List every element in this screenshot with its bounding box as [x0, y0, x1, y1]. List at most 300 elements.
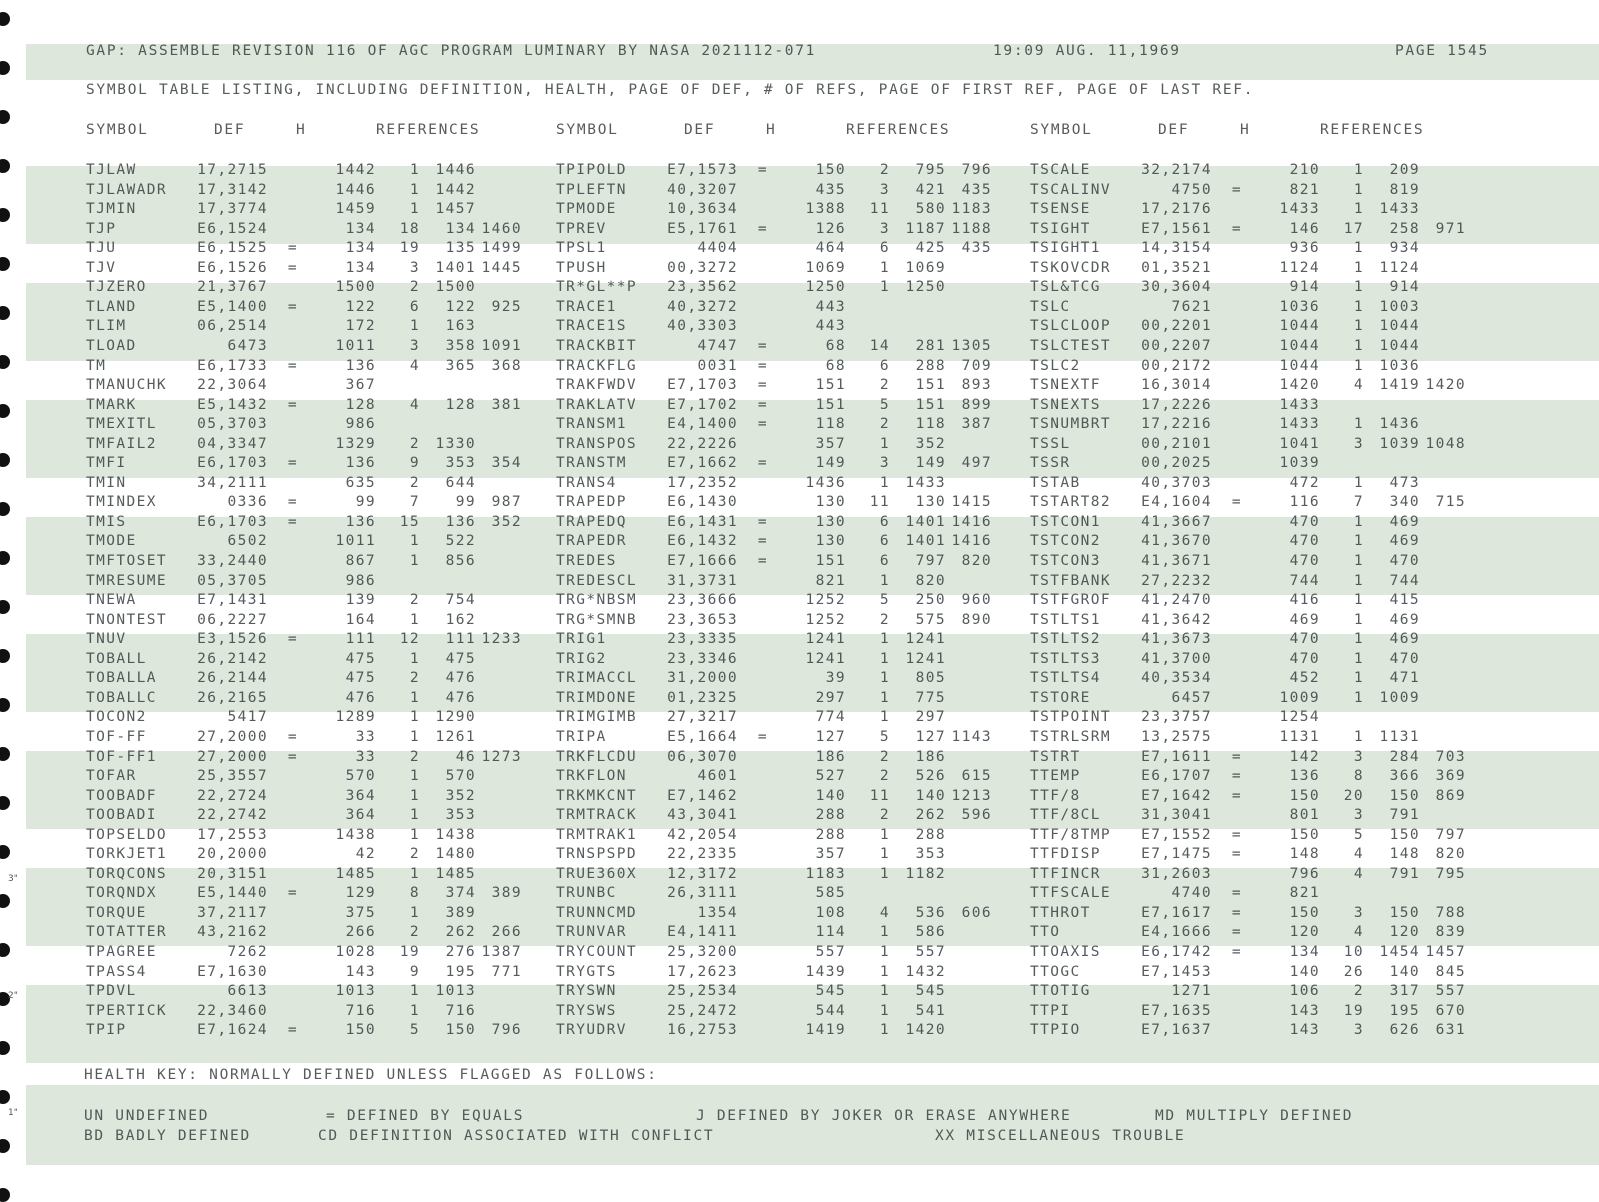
cell-count: 1 [879, 572, 890, 589]
cell-last: 389 [491, 885, 522, 902]
cell-first: 140 [915, 787, 946, 804]
cell-def: E4,1666 [1141, 924, 1212, 941]
cell-count: 1 [879, 709, 890, 726]
cell-def: 22,2226 [667, 435, 738, 452]
cell-page: 1252 [805, 592, 846, 609]
health-key-joker: J DEFINED BY JOKER OR ERASE ANYWHERE [696, 1108, 1072, 1124]
cell-last: 899 [961, 396, 992, 413]
cell-page: 1241 [805, 650, 846, 667]
cell-page: 416 [1289, 592, 1320, 609]
cell-page: 1442 [335, 162, 376, 178]
cell-page: 801 [1289, 807, 1320, 824]
cell-symbol: TRIG2 [556, 650, 607, 667]
cell-h: = [287, 494, 299, 511]
cell-h: = [757, 220, 769, 237]
table-row [0, 435, 1599, 455]
cell-count: 1 [1353, 318, 1364, 335]
cell-symbol: TJLAWADR [86, 181, 168, 198]
cell-symbol: TMARK [86, 396, 137, 413]
cell-symbol: TMEXITL [86, 416, 157, 433]
cell-def: 06,2514 [197, 318, 268, 335]
cell-last: 1416 [951, 533, 992, 550]
cell-count: 1 [879, 924, 890, 941]
table-row [0, 865, 1599, 885]
cell-first: 914 [1389, 279, 1420, 296]
cell-count: 3 [1353, 807, 1364, 824]
cell-page: 140 [1289, 963, 1320, 980]
cell-page: 210 [1289, 162, 1320, 178]
cell-symbol: TSIGHT [1030, 220, 1091, 237]
cell-def: 40,3303 [667, 318, 738, 335]
cell-def: 4750 [1171, 181, 1212, 198]
cell-def: E7,1611 [1141, 748, 1212, 765]
cell-symbol: TSENSE [1030, 201, 1091, 218]
cell-count: 1 [409, 807, 420, 824]
cell-first: 276 [445, 944, 476, 960]
cell-last: 1499 [481, 240, 522, 257]
cell-def: E6,1703 [197, 513, 268, 530]
cell-first: 1187 [905, 220, 946, 237]
cell-page: 796 [1289, 865, 1320, 882]
cell-first: 934 [1389, 240, 1420, 257]
cell-count: 1 [1353, 474, 1364, 491]
table-row [0, 1002, 1599, 1022]
cell-def: 26,2165 [197, 689, 268, 706]
cell-def: E4,1604 [1141, 494, 1212, 511]
cell-first: 1241 [905, 650, 946, 667]
cell-symbol: TSCALINV [1030, 181, 1112, 198]
cell-page: 472 [1289, 474, 1320, 491]
cell-count: 1 [1353, 201, 1364, 218]
cell-first: 1401 [905, 533, 946, 550]
cell-first: 1457 [435, 201, 476, 218]
cell-count: 6 [879, 357, 890, 374]
cell-def: 34,2111 [197, 474, 268, 491]
cell-symbol: TSTRT [1030, 748, 1081, 765]
health-key-bd: BD BADLY DEFINED [84, 1128, 251, 1144]
cell-def: E6,1742 [1141, 944, 1212, 960]
cell-page: 130 [815, 533, 846, 550]
cell-symbol: TRAKFWDV [556, 377, 638, 394]
cell-def: 00,2201 [1141, 318, 1212, 335]
cell-def: 23,3666 [667, 592, 738, 609]
cell-count: 1 [409, 611, 420, 628]
table-row [0, 474, 1599, 494]
cell-page: 150 [1289, 826, 1320, 843]
cell-page: 1436 [805, 474, 846, 491]
cell-def: E7,1703 [667, 377, 738, 394]
cell-first: 526 [915, 768, 946, 785]
cell-first: 856 [445, 553, 476, 569]
cell-first: 148 [1389, 846, 1420, 863]
cell-last: 987 [491, 494, 522, 511]
cell-symbol: TTEMP [1030, 768, 1081, 785]
cell-symbol: TJU [86, 240, 117, 257]
cell-page: 288 [815, 807, 846, 824]
cell-def: 04,3347 [197, 435, 268, 452]
cell-page: 1388 [805, 201, 846, 218]
cell-last: 615 [961, 768, 992, 785]
cell-symbol: TNEWA [86, 592, 137, 609]
cell-count: 3 [879, 455, 890, 472]
cell-def: 17,2352 [667, 474, 738, 491]
cell-def: E6,1524 [197, 220, 268, 237]
cell-count: 1 [879, 865, 890, 882]
cell-symbol: TPAGREE [86, 944, 157, 960]
cell-symbol: TORQCONS [86, 865, 168, 882]
cell-count: 20 [1343, 787, 1364, 804]
cell-page: 1028 [335, 944, 376, 960]
cell-first: 134 [445, 220, 476, 237]
cell-count: 6 [879, 553, 890, 569]
cell-symbol: TMRESUME [86, 572, 168, 589]
cell-last: 1415 [951, 494, 992, 511]
cell-page: 114 [815, 924, 846, 941]
cell-page: 140 [815, 787, 846, 804]
cell-symbol: TRIPA [556, 728, 607, 745]
cell-def: 05,3703 [197, 416, 268, 433]
cell-page: 127 [815, 728, 846, 745]
cell-def: 27,2000 [197, 728, 268, 745]
column-header-references: REFERENCES [376, 122, 481, 138]
cell-first: 128 [445, 396, 476, 413]
cell-first: 130 [915, 494, 946, 511]
cell-first: 795 [915, 162, 946, 178]
cell-symbol: TSKOVCDR [1030, 259, 1112, 276]
cell-symbol: TRNSPSPD [556, 846, 638, 863]
cell-first: 353 [445, 455, 476, 472]
cell-count: 19 [399, 240, 420, 257]
health-key-un: UN UNDEFINED [84, 1108, 210, 1124]
cell-count: 1 [879, 631, 890, 648]
cell-symbol: TOBALLA [86, 670, 157, 687]
cell-def: 23,3653 [667, 611, 738, 628]
cell-def: E5,1440 [197, 885, 268, 902]
cell-count: 1 [879, 689, 890, 706]
cell-page: 464 [815, 240, 846, 257]
cell-first: 476 [445, 670, 476, 687]
cell-first: 353 [915, 846, 946, 863]
table-row [0, 415, 1599, 435]
cell-def: E7,1642 [1141, 787, 1212, 804]
cell-first: 476 [445, 689, 476, 706]
cell-def: E6,1432 [667, 533, 738, 550]
cell-page: 136 [345, 455, 376, 472]
cell-page: 1289 [335, 709, 376, 726]
cell-count: 4 [409, 396, 420, 413]
cell-page: 527 [815, 768, 846, 785]
cell-first: 1131 [1379, 728, 1420, 745]
cell-count: 1 [1353, 162, 1364, 178]
cell-page: 134 [345, 259, 376, 276]
cell-count: 1 [1353, 240, 1364, 257]
cell-symbol: TSLC2 [1030, 357, 1081, 374]
cell-h: = [757, 553, 769, 569]
cell-def: E6,1733 [197, 357, 268, 374]
cell-count: 1 [879, 435, 890, 452]
cell-last: 1273 [481, 748, 522, 765]
cell-page: 1485 [335, 865, 376, 882]
cell-first: 536 [915, 904, 946, 921]
table-row [0, 200, 1599, 220]
cell-page: 151 [815, 377, 846, 394]
cell-first: 99 [455, 494, 476, 511]
cell-h: = [757, 396, 769, 413]
cell-page: 544 [815, 1002, 846, 1019]
cell-first: 570 [445, 768, 476, 785]
cell-last: 369 [1435, 768, 1466, 785]
cell-symbol: TSTCON2 [1030, 533, 1101, 550]
cell-last: 820 [961, 553, 992, 569]
cell-count: 1 [1353, 631, 1364, 648]
cell-h: = [757, 728, 769, 745]
cell-page: 1433 [1279, 201, 1320, 218]
cell-symbol: TSLC [1030, 298, 1071, 315]
cell-count: 5 [879, 592, 890, 609]
cell-symbol: TPREV [556, 220, 607, 237]
cell-symbol: TSTLTS3 [1030, 650, 1101, 667]
cell-h: = [1231, 846, 1243, 863]
cell-h: = [287, 259, 299, 276]
cell-symbol: TMIS [86, 513, 127, 530]
cell-page: 470 [1289, 650, 1320, 667]
cell-h: = [287, 885, 299, 902]
cell-symbol: TRKMKCNT [556, 787, 638, 804]
cell-symbol: TOFAR [86, 768, 137, 785]
cell-first: 365 [445, 357, 476, 374]
cell-symbol: TM [86, 357, 107, 374]
cell-symbol: TRACKFLG [556, 357, 638, 374]
cell-def: 14,3154 [1141, 240, 1212, 257]
cell-count: 5 [409, 1022, 420, 1039]
cell-page: 39 [825, 670, 846, 687]
cell-page: 108 [815, 904, 846, 921]
cell-def: 25,2534 [667, 983, 738, 1000]
cell-symbol: TJV [86, 259, 117, 276]
cell-page: 469 [1289, 611, 1320, 628]
cell-symbol: TRUNVAR [556, 924, 627, 941]
cell-symbol: TSTPOINT [1030, 709, 1112, 726]
cell-count: 3 [1353, 904, 1364, 921]
cell-first: 744 [1389, 572, 1420, 589]
cell-def: 21,3767 [197, 279, 268, 296]
cell-last: 631 [1435, 1022, 1466, 1039]
cell-page: 120 [1289, 924, 1320, 941]
cell-symbol: TMIN [86, 474, 127, 491]
table-row [0, 689, 1599, 709]
cell-count: 1 [409, 318, 420, 335]
cell-page: 364 [345, 807, 376, 824]
cell-page: 557 [815, 944, 846, 960]
cell-last: 557 [1435, 983, 1466, 1000]
cell-page: 364 [345, 787, 376, 804]
table-row [0, 513, 1599, 533]
column-header-h: H [766, 122, 777, 138]
cell-symbol: TSTFGROF [1030, 592, 1112, 609]
cell-last: 788 [1435, 904, 1466, 921]
cell-count: 1 [1353, 298, 1364, 315]
cell-def: 00,3272 [667, 259, 738, 276]
cell-first: 716 [445, 1002, 476, 1019]
cell-last: 715 [1435, 494, 1466, 511]
cell-page: 774 [815, 709, 846, 726]
table-row [0, 845, 1599, 865]
cell-count: 1 [879, 944, 890, 960]
cell-first: 1432 [905, 963, 946, 980]
cell-count: 5 [879, 396, 890, 413]
cell-page: 150 [1289, 904, 1320, 921]
cell-symbol: TSTRLSRM [1030, 728, 1112, 745]
cell-symbol: TMFTOSET [86, 553, 168, 569]
cell-h: = [757, 162, 769, 178]
table-row [0, 708, 1599, 728]
cell-symbol: TSLCLOOP [1030, 318, 1112, 335]
cell-symbol: TOPSELDO [86, 826, 168, 843]
cell-def: 17,3774 [197, 201, 268, 218]
cell-def: 26,2142 [197, 650, 268, 667]
cell-def: 31,2000 [667, 670, 738, 687]
cell-symbol: TRAPEDR [556, 533, 627, 550]
cell-def: 41,3670 [1141, 533, 1212, 550]
cell-count: 11 [869, 494, 890, 511]
cell-page: 585 [815, 885, 846, 902]
cell-page: 435 [815, 181, 846, 198]
cell-def: 1271 [1171, 983, 1212, 1000]
cell-page: 99 [355, 494, 376, 511]
cell-first: 122 [445, 298, 476, 315]
cell-first: 162 [445, 611, 476, 628]
cell-count: 1 [1353, 650, 1364, 667]
cell-page: 297 [815, 689, 846, 706]
cell-h: = [287, 631, 299, 648]
listing-title: GAP: ASSEMBLE REVISION 116 OF AGC PROGRAM LUMINARY BY NASA 2021112-071 [86, 43, 817, 59]
column-header-h: H [296, 122, 307, 138]
cell-def: E3,1526 [197, 631, 268, 648]
cell-symbol: TTOAXIS [1030, 944, 1101, 960]
cell-page: 122 [345, 298, 376, 315]
cell-symbol: TTFSCALE [1030, 885, 1112, 902]
cell-symbol: TJMIN [86, 201, 137, 218]
cell-def: E7,1702 [667, 396, 738, 413]
cell-h: = [757, 357, 769, 374]
cell-def: 37,2117 [197, 904, 268, 921]
cell-symbol: TSTLTS1 [1030, 611, 1101, 628]
cell-first: 1182 [905, 865, 946, 882]
cell-page: 357 [815, 846, 846, 863]
cell-def: 13,2575 [1141, 728, 1212, 745]
cell-symbol: TSSL [1030, 435, 1071, 452]
cell-count: 1 [1353, 728, 1364, 745]
cell-def: 40,3534 [1141, 670, 1212, 687]
cell-count: 1 [879, 670, 890, 687]
cell-symbol: TSTART82 [1030, 494, 1112, 511]
cell-count: 2 [879, 748, 890, 765]
cell-symbol: TPUSH [556, 259, 607, 276]
cell-def: E7,1475 [1141, 846, 1212, 863]
cell-first: 46 [455, 748, 476, 765]
cell-symbol: TRYSWS [556, 1002, 617, 1019]
cell-first: 1013 [435, 983, 476, 1000]
cell-last: 1416 [951, 513, 992, 530]
cell-symbol: TOBALLC [86, 689, 157, 706]
margin-inch-mark: 1" [8, 1108, 18, 1118]
cell-count: 1 [1353, 259, 1364, 276]
cell-first: 469 [1389, 533, 1420, 550]
table-row [0, 963, 1599, 983]
cell-def: E7,1635 [1141, 1002, 1212, 1019]
cell-symbol: TTOGC [1030, 963, 1081, 980]
cell-symbol: TREDESCL [556, 572, 638, 589]
cell-symbol: TORQNDX [86, 885, 157, 902]
cell-symbol: TSTLTS4 [1030, 670, 1101, 687]
cell-first: 819 [1389, 181, 1420, 198]
table-row [0, 278, 1599, 298]
cell-page: 172 [345, 318, 376, 335]
cell-count: 5 [879, 728, 890, 745]
cell-last: 797 [1435, 826, 1466, 843]
cell-def: 6613 [227, 983, 268, 1000]
cell-last: 381 [491, 396, 522, 413]
cell-page: 375 [345, 904, 376, 921]
cell-def: 23,3335 [667, 631, 738, 648]
cell-page: 1011 [335, 533, 376, 550]
cell-symbol: TNUV [86, 631, 127, 648]
cell-def: E5,1400 [197, 298, 268, 315]
cell-page: 128 [345, 396, 376, 413]
cell-def: 4404 [697, 240, 738, 257]
cell-page: 266 [345, 924, 376, 941]
cell-last: 1305 [951, 337, 992, 354]
cell-first: 1454 [1379, 944, 1420, 960]
cell-symbol: TSLCTEST [1030, 337, 1112, 354]
cell-symbol: TRAPEDQ [556, 513, 627, 530]
cell-last: 352 [491, 513, 522, 530]
cell-page: 1438 [335, 826, 376, 843]
cell-page: 1329 [335, 435, 376, 452]
cell-last: 795 [1435, 865, 1466, 882]
cell-last: 606 [961, 904, 992, 921]
cell-def: 00,2101 [1141, 435, 1212, 452]
cell-symbol: TLAND [86, 298, 137, 315]
cell-page: 1459 [335, 201, 376, 218]
cell-count: 1 [879, 474, 890, 491]
cell-page: 42 [355, 846, 376, 863]
cell-symbol: TRMTRACK [556, 807, 638, 824]
cell-symbol: TRYSWN [556, 983, 617, 1000]
cell-page: 475 [345, 670, 376, 687]
cell-count: 1 [879, 259, 890, 276]
cell-last: 796 [491, 1022, 522, 1039]
cell-page: 68 [825, 337, 846, 354]
cell-first: 791 [1389, 807, 1420, 824]
cell-first: 1420 [905, 1022, 946, 1039]
cell-symbol: TJZERO [86, 279, 147, 296]
cell-page: 111 [345, 631, 376, 648]
cell-def: 16,3014 [1141, 377, 1212, 394]
cell-page: 1044 [1279, 357, 1320, 374]
cell-page: 150 [1289, 787, 1320, 804]
cell-page: 134 [345, 240, 376, 257]
cell-count: 10 [1343, 944, 1364, 960]
cell-def: 26,2144 [197, 670, 268, 687]
cell-count: 1 [409, 865, 420, 882]
cell-first: 1436 [1379, 416, 1420, 433]
cell-first: 1433 [905, 474, 946, 491]
cell-first: 135 [445, 240, 476, 257]
cell-count: 2 [409, 474, 420, 491]
cell-last: 1233 [481, 631, 522, 648]
cell-page: 476 [345, 689, 376, 706]
